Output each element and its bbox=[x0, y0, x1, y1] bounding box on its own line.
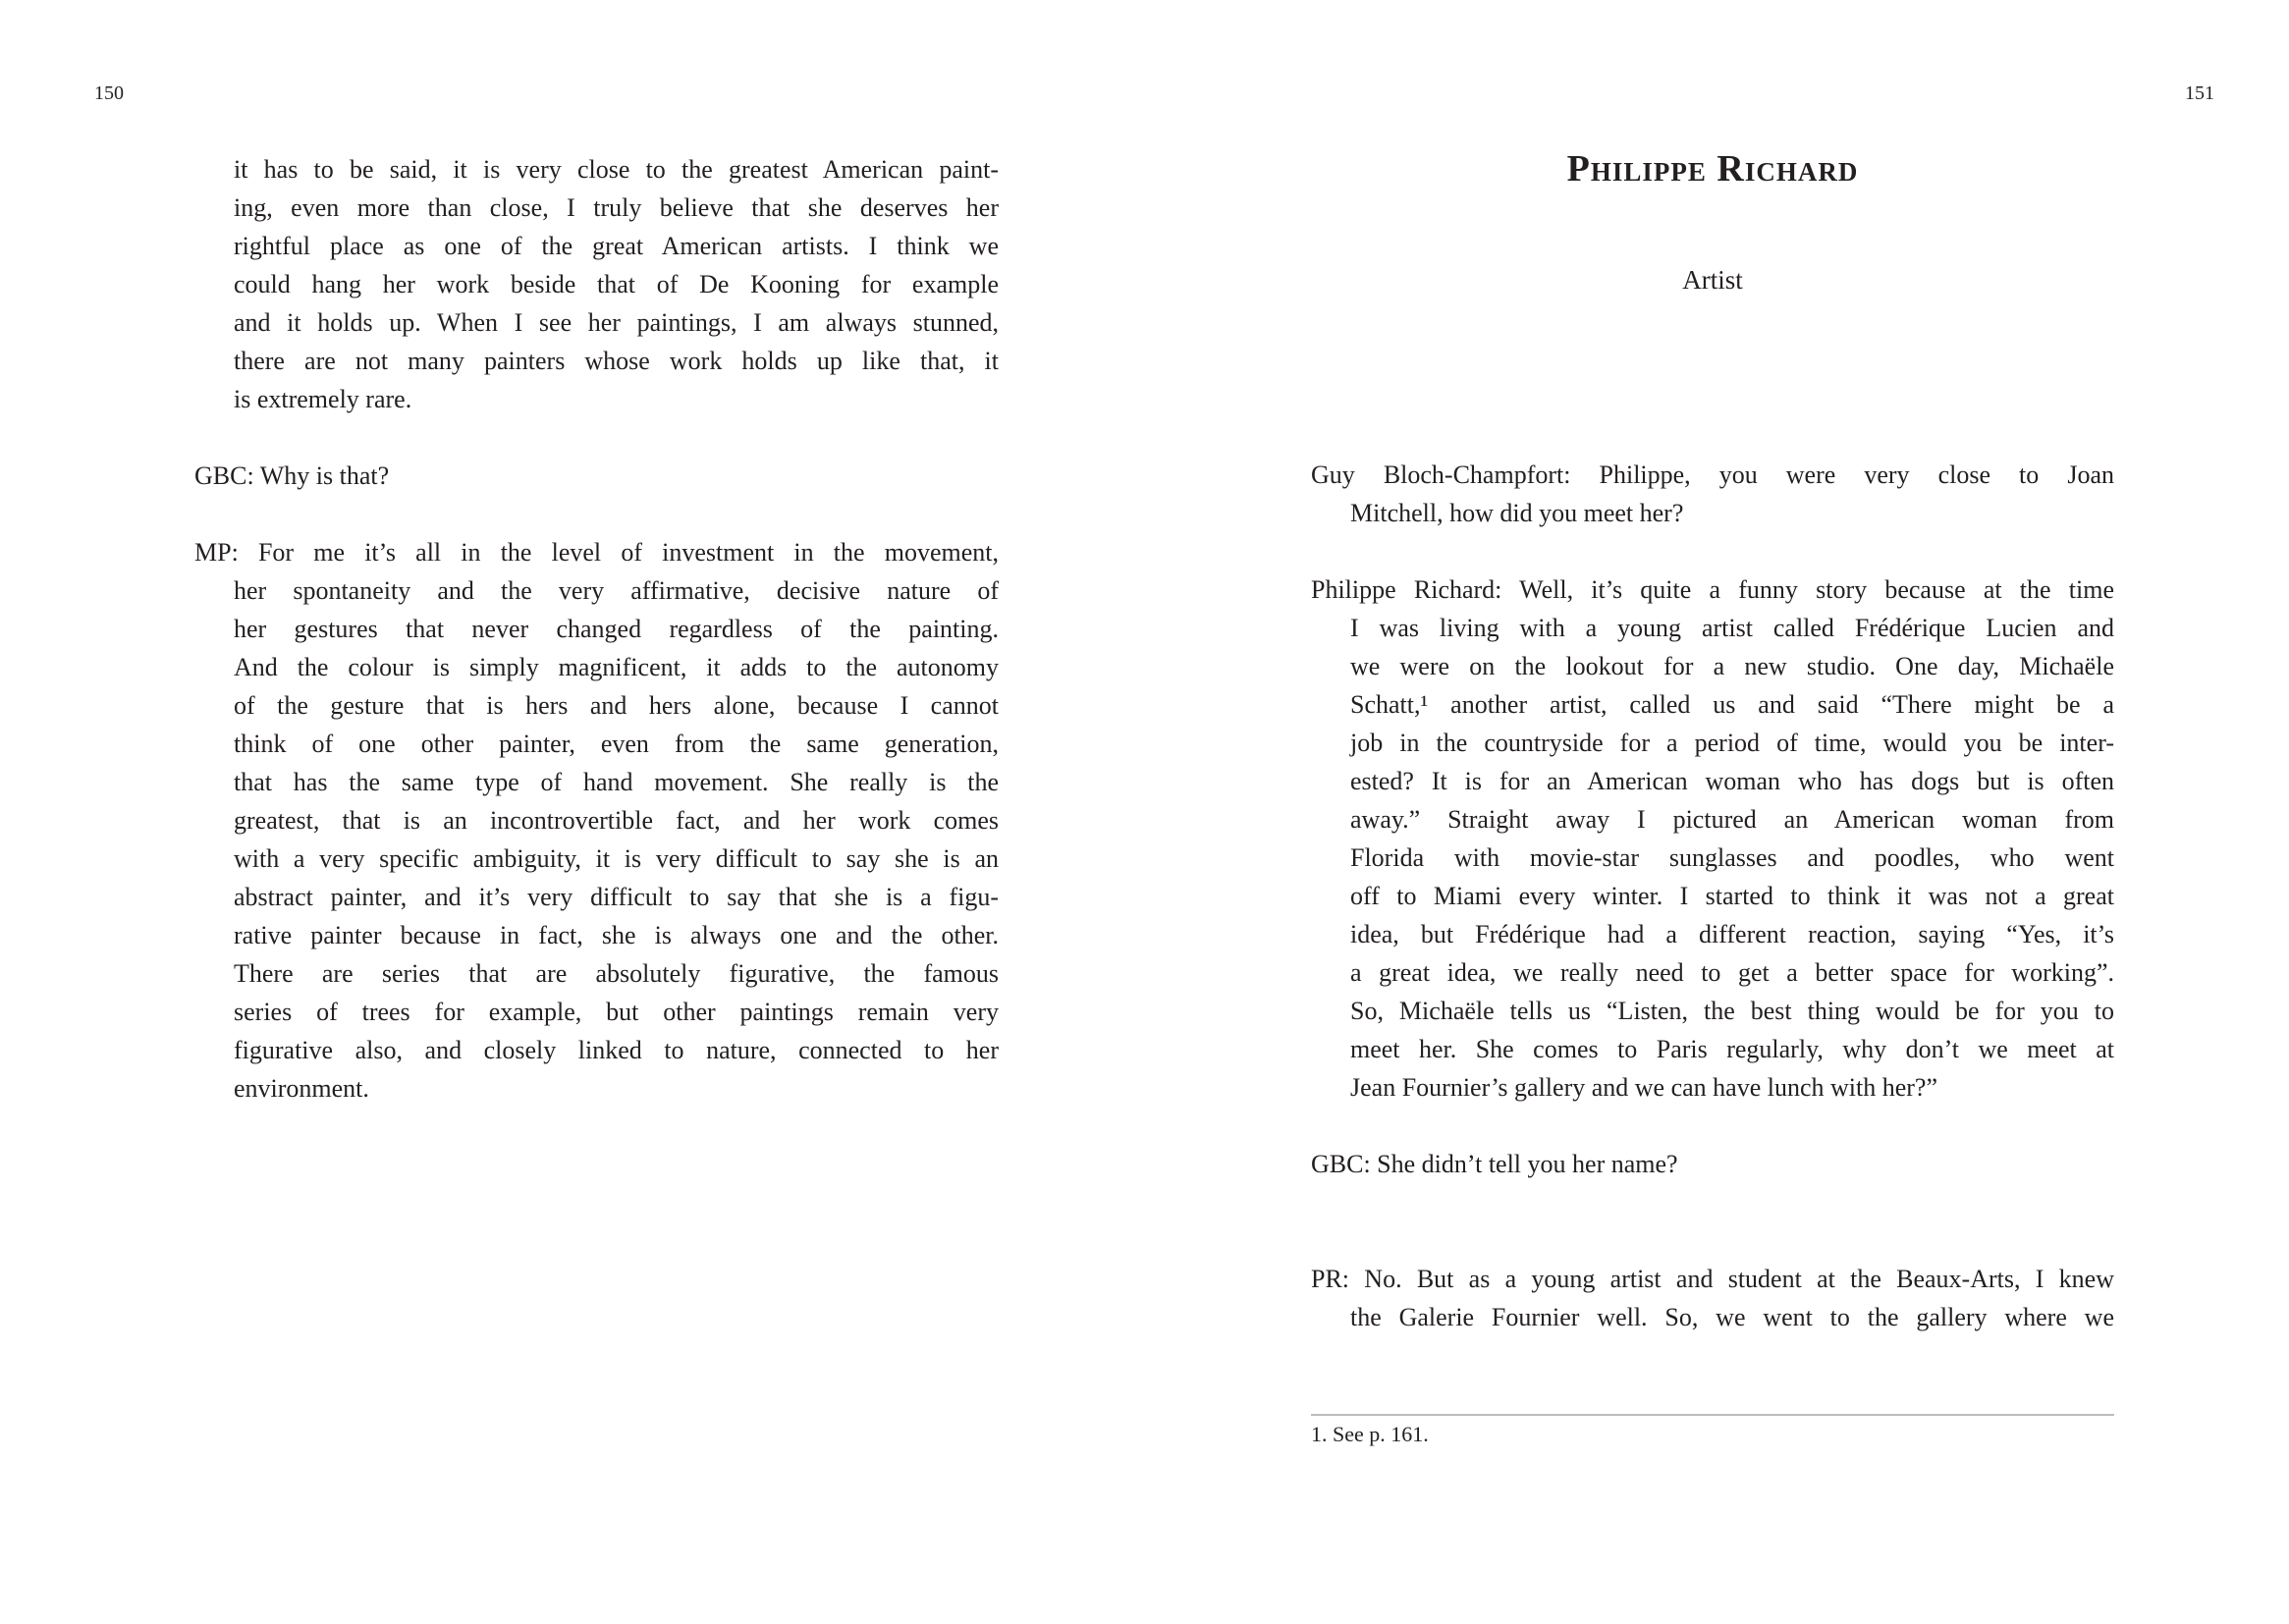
text-line: is extremely rare. bbox=[234, 385, 412, 413]
text-line: environment. bbox=[234, 1074, 369, 1103]
text-line: Schatt,¹ another artist, called us and said “There might be a bbox=[1350, 690, 2114, 719]
text-line: Mitchell, how did you meet her? bbox=[1350, 499, 1684, 527]
text-line: away.” Straight away I pictured an American woman from bbox=[1350, 805, 2114, 834]
paragraph-gbc-question bbox=[194, 457, 999, 495]
text-line: off to Miami every winter. I started to think it was not a great bbox=[1350, 882, 2114, 910]
text-line: could hang her work beside that of De Kooning for example bbox=[234, 270, 999, 298]
text-line: rative painter because in fact, she is always one and the other. bbox=[234, 921, 999, 949]
text-line: think of one other painter, even from the same generation, bbox=[234, 730, 999, 758]
text-line: GBC: Why is that? bbox=[194, 461, 390, 490]
paragraph-gbc-intro bbox=[1311, 456, 2114, 532]
paragraph-mp-answer bbox=[194, 533, 999, 1108]
page-number-right: 151 bbox=[2185, 82, 2214, 104]
text-line: job in the countryside for a period of time, would you be inter- bbox=[1350, 729, 2114, 757]
text-line: ing, even more than close, I truly believe that she deserves her bbox=[234, 193, 999, 222]
chapter-title: Philippe Richard bbox=[1566, 148, 1859, 189]
paragraph-continuation bbox=[194, 150, 999, 418]
footnote: 1. See p. 161. bbox=[1311, 1422, 1429, 1446]
text-line: her gestures that never changed regardless of the painting. bbox=[234, 615, 999, 643]
text-line: the Galerie Fournier well. So, we went to the gallery where we bbox=[1350, 1303, 2114, 1331]
text-line: greatest, that is an incontrovertible fact, and her work comes bbox=[234, 806, 999, 835]
text-line: There are series that are absolutely figurative, the famous bbox=[234, 959, 999, 988]
text-line: and it holds up. When I see her paintings, I am always stunned, bbox=[234, 308, 999, 337]
text-line: Florida with movie-star sunglasses and poodles, who went bbox=[1350, 843, 2114, 872]
text-line: Guy Bloch-Champfort: Philippe, you were very close to Joan bbox=[1311, 460, 2114, 489]
text-line: of the gesture that is hers and hers alone, because I cannot bbox=[234, 691, 999, 720]
text-line: So, Michaële tells us “Listen, the best thing would be for you to bbox=[1350, 997, 2114, 1025]
text-line: her spontaneity and the very affirmative, decisive nature of bbox=[234, 576, 999, 605]
text-line: MP: For me it’s all in the level of investment in the movement, bbox=[194, 538, 999, 567]
text-line: GBC: She didn’t tell you her name? bbox=[1311, 1150, 1678, 1178]
paragraph-gbc-name bbox=[1311, 1145, 2114, 1183]
text-line: we were on the lookout for a new studio. One day, Michaële bbox=[1350, 652, 2114, 680]
text-line: ested? It is for an American woman who has dogs but is often bbox=[1350, 767, 2114, 795]
page-number-left: 150 bbox=[94, 82, 124, 104]
text-line: rightful place as one of the great American artists. I think we bbox=[234, 232, 999, 260]
text-line: meet her. She comes to Paris regularly, why don’t we meet at bbox=[1350, 1035, 2114, 1063]
paragraph-pr-answer bbox=[1311, 1260, 2114, 1336]
text-line: figurative also, and closely linked to nature, connected to her bbox=[234, 1036, 999, 1064]
text-line: there are not many painters whose work holds up like that, it bbox=[234, 347, 999, 375]
chapter-subtitle: Artist bbox=[1682, 265, 1743, 295]
text-line: with a very specific ambiguity, it is very difficult to say she is an bbox=[234, 844, 999, 873]
text-line: abstract painter, and it’s very difficult to say that she is a figu- bbox=[234, 883, 999, 911]
text-line: series of trees for example, but other paintings remain very bbox=[234, 998, 999, 1026]
text-line: that has the same type of hand movement. She really is the bbox=[234, 768, 999, 796]
text-line: a great idea, we really need to get a better space for working”. bbox=[1350, 958, 2114, 987]
text-line: I was living with a young artist called Frédérique Lucien and bbox=[1350, 614, 2114, 642]
text-line: it has to be said, it is very close to the greatest American paint- bbox=[234, 155, 999, 184]
paragraph-pr-story bbox=[1311, 570, 2114, 1107]
text-line: And the colour is simply magnificent, it adds to the autonomy bbox=[234, 653, 999, 681]
text-line: PR: No. But as a young artist and student at the Beaux-Arts, I knew bbox=[1311, 1265, 2114, 1293]
footnote-divider bbox=[1311, 1414, 2114, 1416]
text-line: Philippe Richard: Well, it’s quite a funny story because at the time bbox=[1311, 575, 2114, 604]
text-line: idea, but Frédérique had a different reaction, saying “Yes, it’s bbox=[1350, 920, 2114, 948]
text-line: Jean Fournier’s gallery and we can have lunch with her?” bbox=[1350, 1073, 1938, 1102]
